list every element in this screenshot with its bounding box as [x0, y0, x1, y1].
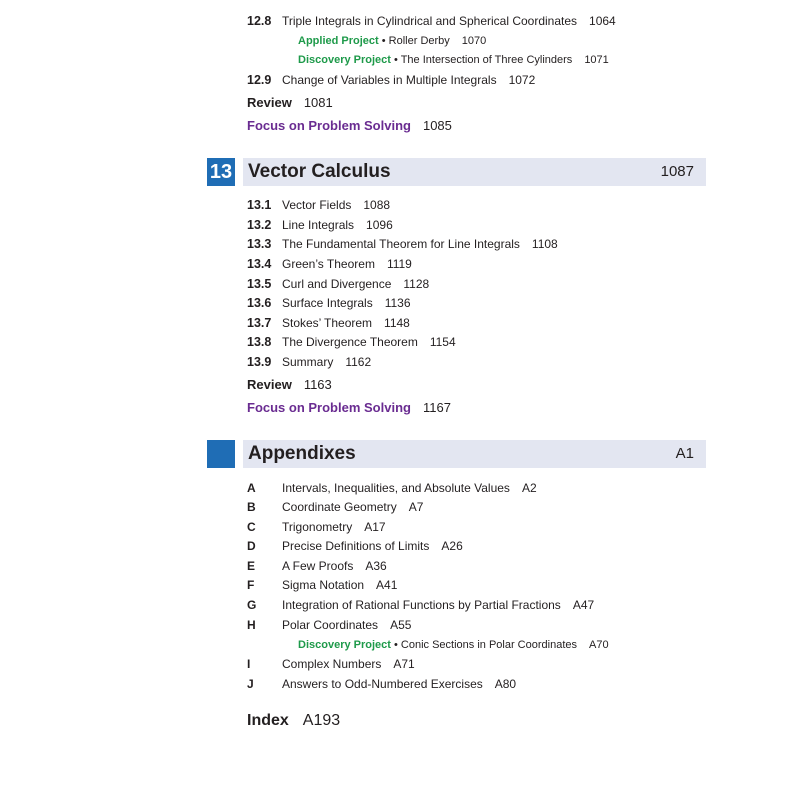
discovery-project-conic-sections[interactable] [298, 638, 609, 652]
section-page: 1108 [531, 237, 558, 251]
review-label: Review [247, 377, 292, 392]
appendix-item-f[interactable] [247, 577, 397, 593]
toc-review-ch12[interactable] [247, 95, 333, 111]
appendixes-badge [207, 440, 235, 468]
appendix-page: A2 [521, 481, 537, 495]
project-type-label: Discovery Project [298, 54, 391, 66]
section-number: 13.5 [247, 277, 272, 291]
appendix-letter: E [247, 559, 256, 573]
appendix-item-i[interactable] [247, 656, 415, 672]
appendix-title: Polar Coordinates [282, 618, 379, 632]
appendix-letter: G [247, 598, 257, 612]
section-title: Triple Integrals in Cylindrical and Spherical Coordinates [282, 14, 578, 28]
toc-section-13-2[interactable] [247, 217, 393, 233]
project-separator: • [390, 54, 401, 66]
appendix-letter: I [247, 657, 251, 671]
section-title: The Divergence Theorem [282, 335, 418, 349]
project-type-label: Discovery Project [298, 639, 391, 651]
appendix-item-h[interactable] [247, 617, 411, 633]
section-number: 13.3 [247, 237, 272, 251]
toc-section-13-4[interactable] [247, 256, 412, 272]
section-number: 13.9 [247, 355, 272, 369]
section-number: 13.6 [247, 296, 272, 310]
appendix-title: Answers to Odd-Numbered Exercises [282, 677, 483, 691]
chapter-13-page: 1087 [660, 163, 694, 180]
appendix-letter: J [247, 677, 254, 691]
appendix-title: A Few Proofs [282, 559, 354, 573]
section-title: Surface Integrals [282, 296, 373, 310]
section-title: Curl and Divergence [282, 277, 392, 291]
section-page: 1064 [589, 14, 616, 28]
appendix-page: A26 [441, 539, 463, 553]
toc-section-12-9[interactable] [247, 72, 535, 88]
focus-label: Focus on Problem Solving [247, 400, 411, 415]
section-number: 13.8 [247, 335, 272, 349]
section-page: 1148 [384, 316, 410, 330]
toc-section-13-7[interactable] [247, 315, 410, 331]
appendix-page: A7 [408, 500, 424, 514]
section-title: Stokes’ Theorem [282, 316, 373, 330]
appendix-page: A71 [393, 657, 415, 671]
appendix-item-d[interactable] [247, 538, 463, 554]
section-page: 1162 [345, 355, 372, 369]
review-page: 1163 [303, 377, 332, 392]
toc-section-12-8[interactable] [247, 13, 616, 29]
appendix-title: Coordinate Geometry [282, 500, 397, 514]
section-title: Vector Fields [282, 198, 352, 212]
appendix-title: Trigonometry [282, 520, 353, 534]
appendix-item-e[interactable] [247, 558, 387, 574]
index-label: Index [247, 712, 289, 729]
section-number: 13.4 [247, 257, 272, 271]
section-title: Change of Variables in Multiple Integrals [282, 73, 497, 87]
focus-page: 1167 [422, 400, 451, 415]
toc-section-13-9[interactable] [247, 354, 371, 370]
appendix-page: A80 [494, 677, 517, 691]
section-page: 1136 [384, 296, 411, 310]
project-title: The Intersection of Three Cylinders [400, 54, 573, 66]
project-separator: • [378, 35, 389, 47]
section-title: The Fundamental Theorem for Line Integrals [282, 237, 520, 251]
project-separator: • [390, 639, 401, 651]
appendix-page: A17 [364, 520, 386, 534]
section-number: 13.1 [247, 198, 272, 212]
appendix-letter: A [247, 481, 256, 495]
section-number: 13.7 [247, 316, 272, 330]
section-page: 1096 [366, 218, 393, 232]
project-page: A70 [589, 639, 609, 651]
project-type-label: Applied Project [298, 35, 379, 47]
appendix-title: Complex Numbers [282, 657, 382, 671]
appendix-page: A36 [365, 559, 387, 573]
section-title: Line Integrals [282, 218, 355, 232]
toc-index[interactable] [247, 711, 340, 731]
toc-section-13-8[interactable] [247, 334, 456, 350]
appendix-letter: D [247, 539, 256, 553]
toc-review-ch13[interactable] [247, 377, 332, 393]
section-number: 12.8 [247, 14, 272, 28]
section-page: 1128 [403, 277, 430, 291]
appendix-title: Intervals, Inequalities, and Absolute Values [282, 481, 510, 495]
toc-section-13-6[interactable] [247, 295, 411, 311]
review-page: 1081 [303, 95, 333, 110]
toc-section-13-3[interactable] [247, 236, 558, 252]
appendix-page: A55 [390, 618, 412, 632]
focus-label: Focus on Problem Solving [247, 118, 411, 133]
appendix-item-b[interactable] [247, 499, 423, 515]
toc-section-13-1[interactable] [247, 197, 390, 213]
focus-page: 1085 [422, 118, 452, 133]
appendix-letter: B [247, 500, 256, 514]
section-number: 12.9 [247, 73, 272, 87]
chapter-13-title[interactable]: Vector Calculus [248, 161, 391, 182]
section-title: Green’s Theorem [282, 257, 375, 271]
project-page: 1071 [584, 54, 609, 66]
toc-focus-ch13[interactable] [247, 400, 451, 416]
project-page: 1070 [461, 35, 487, 47]
appendix-item-j[interactable] [247, 676, 516, 692]
index-page: A193 [302, 712, 341, 729]
toc-focus-ch12[interactable] [247, 118, 452, 134]
project-title: Roller Derby [388, 35, 450, 47]
discovery-project-three-cylinders[interactable] [298, 53, 609, 67]
section-title: Summary [282, 355, 334, 369]
applied-project-roller-derby[interactable] [298, 34, 486, 48]
appendix-item-a[interactable] [247, 480, 537, 496]
appendix-letter: F [247, 578, 255, 592]
appendix-letter: C [247, 520, 256, 534]
section-page: 1088 [363, 198, 391, 212]
project-title: Conic Sections in Polar Coordinates [400, 639, 577, 651]
appendix-title: Sigma Notation [282, 578, 365, 592]
appendixes-title[interactable]: Appendixes [248, 443, 356, 464]
appendix-item-c[interactable] [247, 519, 386, 535]
section-number: 13.2 [247, 218, 272, 232]
appendix-page: A47 [572, 598, 595, 612]
appendix-page: A41 [376, 578, 398, 592]
appendixes-page: A1 [675, 445, 694, 462]
appendix-title: Integration of Rational Functions by Partial Fractions [282, 598, 561, 612]
section-page: 1154 [429, 335, 456, 349]
section-page: 1119 [386, 257, 412, 271]
appendix-title: Precise Definitions of Limits [282, 539, 430, 553]
section-page: 1072 [508, 73, 536, 87]
appendix-letter: H [247, 618, 256, 632]
toc-section-13-5[interactable] [247, 276, 429, 292]
review-label: Review [247, 95, 292, 110]
chapter-13-number-badge: 13 [207, 158, 235, 186]
appendix-item-g[interactable] [247, 597, 594, 613]
